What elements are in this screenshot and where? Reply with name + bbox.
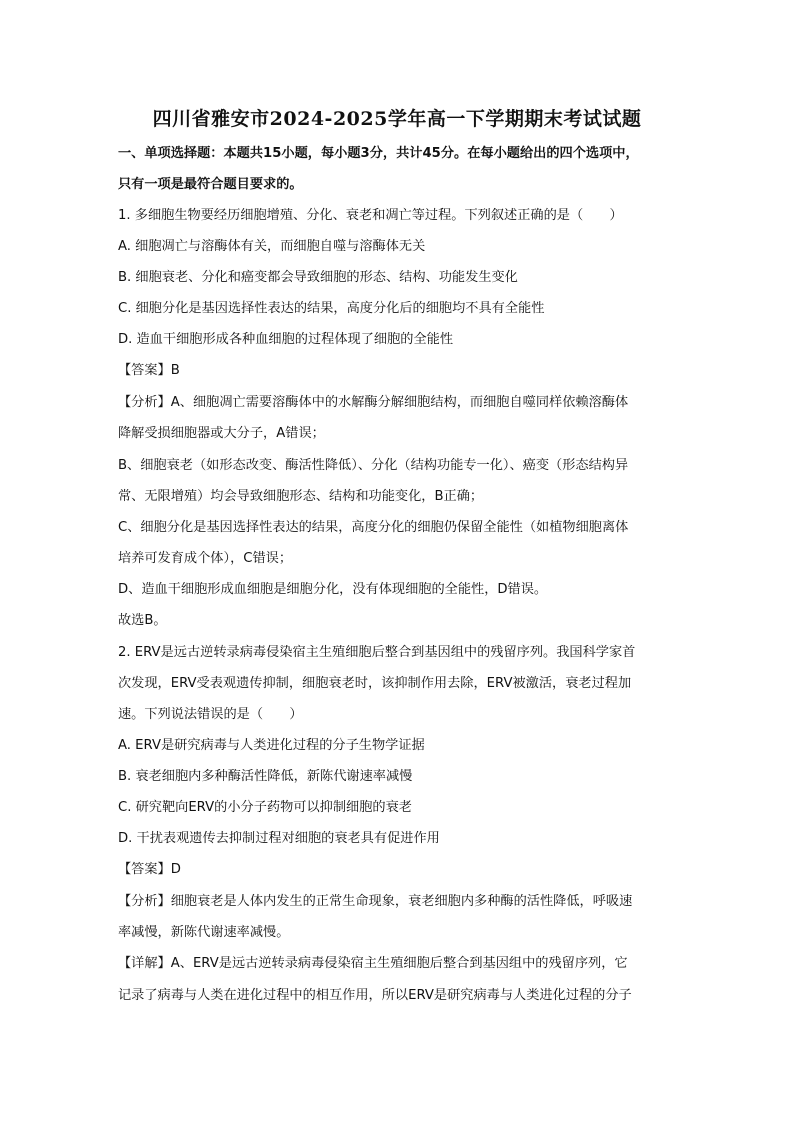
question-2-stem-line: 速。下列说法错误的是（ ） <box>118 707 303 722</box>
question-1-option-d: D. 造血干细胞形成各种血细胞的过程体现了细胞的全能性 <box>118 332 454 347</box>
question-1-analysis-line: 【分析】A、细胞凋亡需要溶酶体中的水解酶分解细胞结构，而细胞自噬同样依赖溶酶体 <box>118 395 629 410</box>
question-2-stem-line: 次发现，ERV受表观遗传抑制，细胞衰老时，该抑制作用去除，ERV被激活，衰老过程加 <box>118 676 632 691</box>
question-1-analysis-line: 培养可发育成个体），C错误； <box>118 551 293 566</box>
question-2-analysis-line: 【分析】细胞衰老是人体内发生的正常生命现象，衰老细胞内多种酶的活性降低，呼吸速 <box>118 894 633 909</box>
question-1-analysis-line: D、造血干细胞形成血细胞是细胞分化，没有体现细胞的全能性，D错误。 <box>118 582 548 597</box>
question-2-detail-line: 记录了病毒与人类在进化过程中的相互作用，所以ERV是研究病毒与人类进化过程的分子 <box>118 988 632 1003</box>
question-2-option-d: D. 干扰表观遗传去抑制过程对细胞的衰老具有促进作用 <box>118 831 440 846</box>
question-2-option-c: C. 研究靶向ERV的小分子药物可以抑制细胞的衰老 <box>118 800 412 815</box>
question-1-answer: 【答案】B <box>118 363 180 378</box>
question-1-analysis-line: 降解受损细胞器或大分子，A错误； <box>118 426 325 441</box>
question-1-option-c: C. 细胞分化是基因选择性表达的结果，高度分化后的细胞均不具有全能性 <box>118 301 545 316</box>
question-1-analysis-line: 常、无限增殖）均会导致细胞形态、结构和功能变化，B正确； <box>118 489 484 504</box>
question-1-analysis-line: C、细胞分化是基因选择性表达的结果，高度分化的细胞仍保留全能性（如植物细胞离体 <box>118 520 629 535</box>
question-2-option-a: A. ERV是研究病毒与人类进化过程的分子生物学证据 <box>118 738 425 753</box>
question-1-stem: 1. 多细胞生物要经历细胞增殖、分化、衰老和凋亡等过程。下列叙述正确的是（ ） <box>118 208 623 223</box>
question-2-stem-line: 2. ERV是远古逆转录病毒侵染宿主生殖细胞后整合到基因组中的残留序列。我国科学家首 <box>118 645 636 660</box>
question-2-answer: 【答案】D <box>118 862 181 877</box>
question-2-option-b: B. 衰老细胞内多种酶活性降低，新陈代谢速率减慢 <box>118 769 413 784</box>
question-2-detail-line: 【详解】A、ERV是远古逆转录病毒侵染宿主生殖细胞后整合到基因组中的残留序列，它 <box>118 956 628 971</box>
document-title: 四川省雅安市2024-2025学年高一下学期期末考试试题 <box>152 108 642 130</box>
section-heading-line-2: 只有一项是最符合题目要求的。 <box>118 177 303 192</box>
question-1-option-b: B. 细胞衰老、分化和癌变都会导致细胞的形态、结构、功能发生变化 <box>118 270 518 285</box>
question-1-analysis-line: B、细胞衰老（如形态改变、酶活性降低）、分化（结构功能专一化）、癌变（形态结构异 <box>118 458 629 473</box>
question-1-conclusion: 故选B。 <box>118 613 167 628</box>
section-heading-line-1: 一、单项选择题：本题共15小题，每小题3分，共计45分。在每小题给出的四个选项中， <box>118 146 639 161</box>
question-2-analysis-line: 率减慢，新陈代谢速率减慢。 <box>118 925 290 940</box>
question-1-option-a: A. 细胞凋亡与溶酶体有关，而细胞自噬与溶酶体无关 <box>118 239 426 254</box>
